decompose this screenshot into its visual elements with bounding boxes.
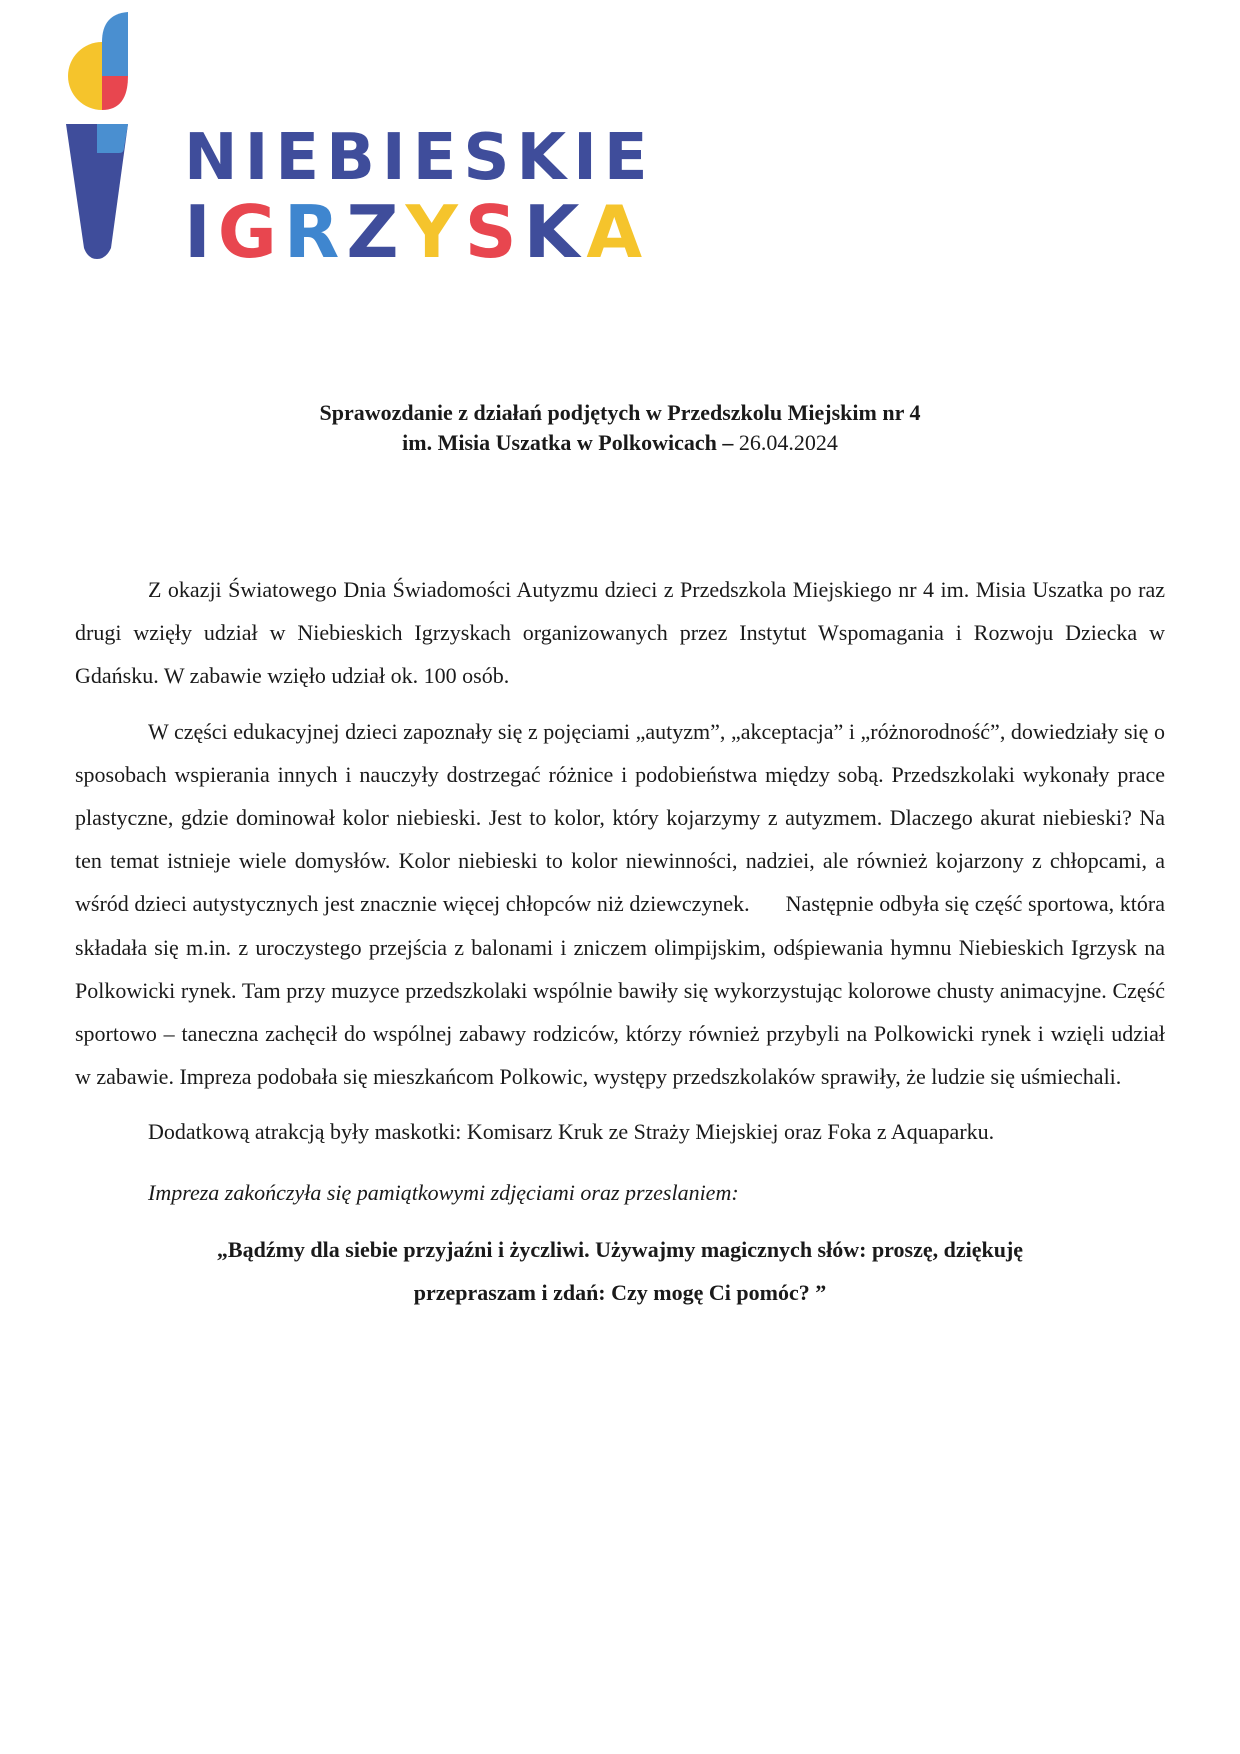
- report-body: [75, 568, 1165, 1314]
- paragraph-education: [75, 710, 1165, 1099]
- flame-yellow-shape: [68, 42, 102, 110]
- closing-quote: [75, 1228, 1165, 1314]
- logo-letter-3: Z: [346, 190, 406, 274]
- logo-letter-5: S: [464, 190, 524, 274]
- logo-letter-0: I: [184, 190, 218, 274]
- logo-letter-7: A: [586, 190, 650, 274]
- title-line-2: im. Misia Uszatka w Polkowicach –: [402, 430, 739, 455]
- title-date: 26.04.2024: [738, 430, 838, 455]
- handle-blue-shape: [97, 124, 128, 153]
- logo-letter-6: K: [523, 190, 587, 274]
- paragraph-closing: Impreza zakończyła się pamiątkowymi zdjęciami oraz przeslaniem:: [148, 1179, 739, 1205]
- torch-logo-icon: [66, 12, 136, 262]
- paragraph-intro: Z okazji Światowego Dnia Świadomości Autyzmu dzieci z Przedszkola Miejskiego nr 4 im. Misia Uszatka po raz drugi wzięły udział w Niebieskich Igrzyskach organizowanych przez Instytut Wspomagania i Rozwoju Dziecka w Gdańsku. W zabawie wzięło udział ok. 100 osób.: [75, 577, 1165, 689]
- paragraph-mascots: Dodatkową atrakcją były maskotki: Komisarz Kruk ze Straży Miejskiej oraz Foka z Aquaparku.: [148, 1119, 995, 1145]
- logo-letter-2: R: [283, 190, 347, 274]
- flame-blue-shape: [102, 12, 128, 76]
- quote-line-1: „Bądźmy dla siebie przyjaźni i życzliwi. Używajmy magicznych słów: proszę, dziękuję: [216, 1236, 1024, 1262]
- report-title: [0, 398, 1240, 458]
- logo-word-niebieskie: NIEBIESKIE: [184, 121, 655, 195]
- title-line-1: Sprawozdanie z działań podjętych w Przedszkolu Miejskim nr 4: [319, 400, 921, 425]
- flame-red-shape: [102, 76, 128, 110]
- quote-line-2: przepraszam i zdań: Czy mogę Ci pomóc? ”: [413, 1280, 827, 1306]
- logo-letter-1: G: [217, 190, 284, 274]
- logo-word-igrzyska: [184, 190, 650, 274]
- logo: [66, 12, 686, 282]
- paragraph-education-part1: W części edukacyjnej dzieci zapoznały się z pojęciami „autyzm”, „akceptacja” i „różnorodność”, dowiedziały się o sposobach wspierania innych i nauczyły dostrzegać różnice i podobieństwa między sobą. Przedszkolaki wykonały prace plastyczne, gdzie dominował kolor niebieski. Jest to kolor, który kojarzymy z autyzmem. Dlaczego akurat niebieski? Na ten temat istnieje wiele domysłów. Kolor niebieski to kolor niewinności, nadziei, ale również kojarzony z chłopcami, a wśród dzieci autystycznych jest znacznie więcej chłopców niż dziewczynek.: [75, 718, 1165, 917]
- paragraph-education-part2: Następnie odbyła się część sportowa, która składała się m.in. z uroczystego przejścia z balonami i zniczem olimpijskim, odśpiewania hymnu Niebieskich Igrzysk na Polkowicki rynek. Tam przy muzyce przedszkolaki wspólnie bawiły się wykorzystując kolorowe chusty animacyjne. Część sportowo – taneczna zachęcił do wspólnej zabawy rodziców, którzy również przybyli na Polkowicki rynek i wzięli udział w zabawie. Impreza podobała się mieszkańcom Polkowic, występy przedszkolaków sprawiły, że ludzie się uśmiechali.: [75, 891, 1165, 1090]
- logo-letter-4: Y: [405, 190, 465, 274]
